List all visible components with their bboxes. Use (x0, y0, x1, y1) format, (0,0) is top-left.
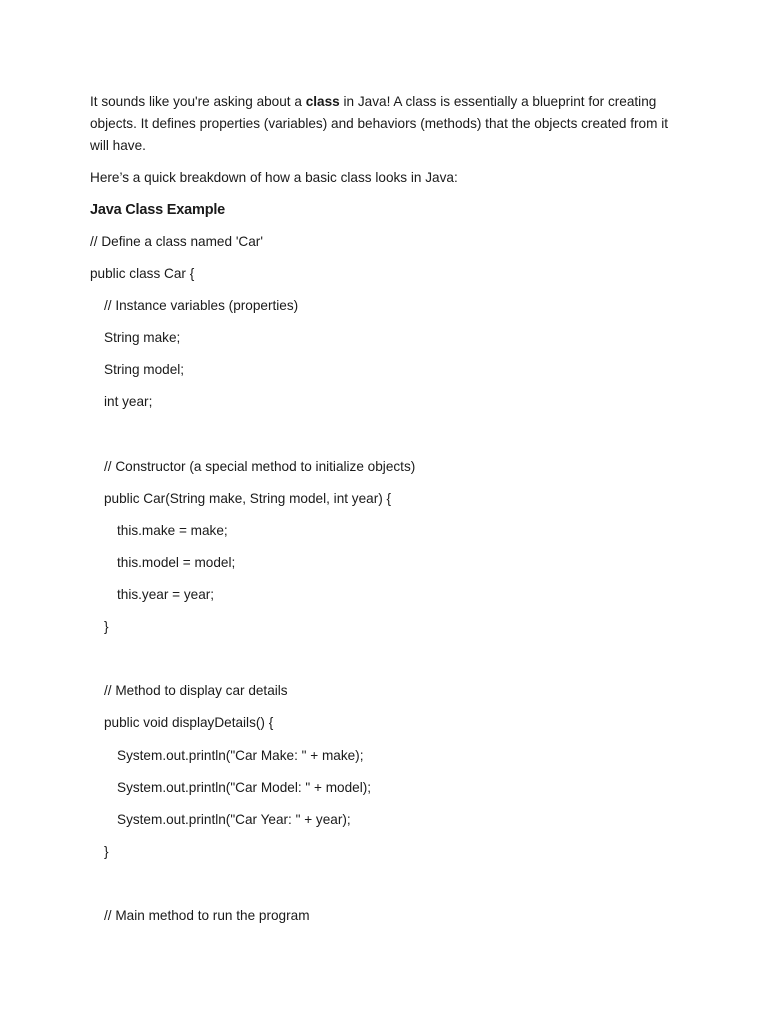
intro-text-before: It sounds like you're asking about a (90, 94, 306, 109)
code-blank-line (90, 873, 415, 905)
code-line: // Main method to run the program (104, 907, 310, 923)
code-line: System.out.println("Car Make: " + make); (117, 747, 364, 763)
code-line: this.model = model; (117, 554, 236, 570)
intro-text-after: in Java! A class is essentially a blueprint for creating objects. It defines properties (variables) and behaviors (methods) that the objects created from it will have. (90, 94, 669, 153)
code-line: System.out.println("Car Model: " + model); (117, 779, 372, 795)
code-line: this.year = year; (117, 587, 215, 603)
code-blank-line (90, 424, 415, 456)
code-line: this.make = make; (117, 522, 228, 538)
intro-bold-term: class (305, 94, 340, 109)
code-line: public Car(String make, String model, int year) { (104, 490, 392, 506)
code-line: String make; (104, 330, 181, 346)
code-line: // Method to display car details (104, 683, 288, 699)
code-line: public void displayDetails() { (104, 715, 274, 731)
section-heading: Java Class Example (90, 202, 226, 218)
code-line: } (104, 843, 109, 859)
code-line: // Instance variables (properties) (104, 298, 299, 314)
code-blank-line (90, 648, 415, 680)
code-line: System.out.println("Car Year: " + year); (117, 811, 351, 827)
code-line: int year; (104, 394, 153, 410)
code-line: public class Car { (90, 266, 195, 282)
code-line: // Constructor (a special method to initialize objects) (104, 458, 416, 474)
intro-paragraph (90, 91, 690, 157)
code-line: String model; (104, 362, 185, 378)
breakdown-paragraph: Here’s a quick breakdown of how a basic class looks in Java: (90, 170, 458, 185)
code-block (90, 231, 415, 937)
code-line: // Define a class named 'Car' (90, 234, 263, 249)
code-line: } (104, 619, 109, 635)
